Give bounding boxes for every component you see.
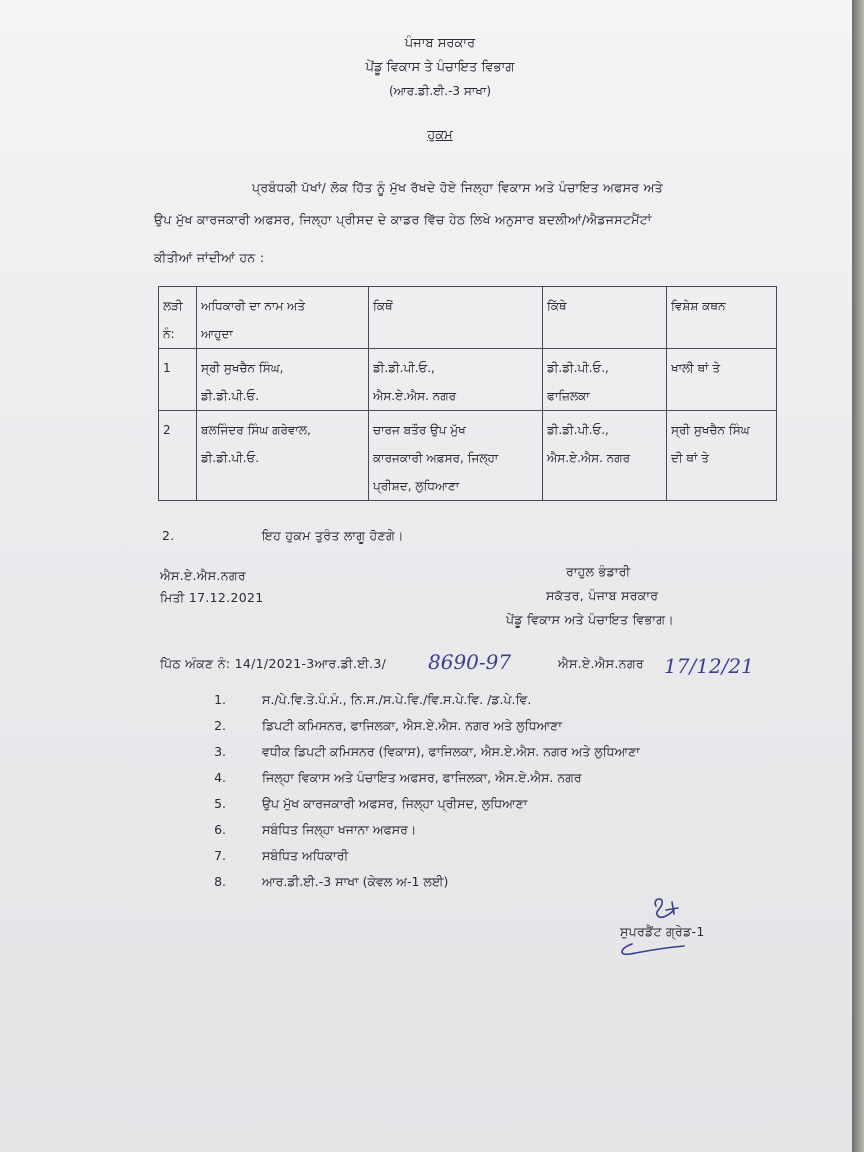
list-item: ਸ./ਪੇ.ਵਿ.ਤੇ.ਪੰ.ਮੰ., ਨਿ.ਸ./ਸ.ਪੇ.ਵਿ./ਵਿ.ਸ.ਪੇ.ਵਿ. /ਡ.ਪੇ.ਵਿ. [262,692,532,707]
list-item: ਆਰ.ਡੀ.ਈ.-3 ਸਾਖਾ (ਕੇਵਲ ਅ-1 ਲਈ) [262,874,449,889]
para-2-number: 2. [162,528,175,543]
list-item-number: 5. [214,796,226,811]
intro-line-3: ਕੀਤੀਆਂ ਜਾਂਦੀਆਂ ਹਨ : [154,250,265,265]
list-item: ਸਬੰਧਿਤ ਅਧਿਕਾਰੀ [262,848,349,863]
list-item-number: 6. [214,822,226,837]
list-item-number: 3. [214,744,226,759]
list-item-number: 2. [214,718,226,733]
row-officer: ਬਲਜਿੰਦਰ ਸਿੰਘ ਗਰੇਵਾਲ, ਡੀ.ਡੀ.ਪੀ.ਓ. [197,411,369,501]
endorsement-place: ਐਸ.ਏ.ਐਸ.ਨਗਰ [558,656,644,671]
handwritten-endorsement-range: 8690-97 [428,650,512,674]
header-remarks: ਵਿਸ਼ੇਸ਼ ਕਥਨ [667,287,777,349]
row-serial: 1 [159,349,197,411]
list-item: ਸਬੰਧਿਤ ਜਿਲ੍ਹਾ ਖਜਾਨਾ ਅਫਸਰ। [262,822,417,837]
table-row [159,349,777,411]
signatory-department: ਪੇਂਡੂ ਵਿਕਾਸ ਅਤੇ ਪੰਚਾਇਤ ਵਿਭਾਗ। [506,612,674,627]
row-from: ਚਾਰਜ ਬਤੌਰ ਉਪ ਮੁੱਖ ਕਾਰਜਕਾਰੀ ਅਫ਼ਸਰ, ਜਿਲ੍ਹਾ ਪ੍ਰੀਸ਼ਦ, ਲੁਧਿਆਣਾ [369,411,543,501]
issue-date: ਮਿਤੀ 17.12.2021 [160,590,264,605]
row-officer: ਸ੍ਰੀ ਸੁਖਚੈਨ ਸਿੰਘ, ਡੀ.ਡੀ.ਪੀ.ਓ. [197,349,369,411]
transfer-table [158,286,777,501]
department-name: ਪੇਂਡੂ ਵਿਕਾਸ ਤੇ ਪੰਚਾਇਤ ਵਿਭਾਗ [365,60,515,75]
list-item-number: 4. [214,770,226,785]
list-item-number: 7. [214,848,226,863]
signatory-name: ਰਾਹੁਲ ਭੰਡਾਰੀ [566,564,631,579]
handwritten-endorsement-date: 17/12/21 [664,654,754,678]
para-2-text: ਇਹ ਹੁਕਮ ਤੁਰੰਤ ਲਾਗੂ ਹੋਣਗੇ। [262,528,404,543]
endorsement-number: ਪਿੱਠ ਅੰਕਣ ਨੰ: 14/1/2021-3ਆਰ.ਡੀ.ਈ.3/ [160,656,387,671]
govt-name: ਪੰਜਾਬ ਸਰਕਾਰ [404,36,476,51]
row-to: ਡੀ.ਡੀ.ਪੀ.ਓ., ਫਾਜ਼ਿਲਕਾ [543,349,667,411]
superintendent-title: ਸੁਪਰਡੈਂਟ ਗ੍ਰੇਡ-1 [620,924,705,939]
row-to: ਡੀ.ਡੀ.ਪੀ.ਓ., ਐਸ.ਏ.ਐਸ. ਨਗਰ [543,411,667,501]
list-item-number: 8. [214,874,226,889]
header-officer: ਅਧਿਕਾਰੀ ਦਾ ਨਾਮ ਅਤੇ ਆਹੁਦਾ [197,287,369,349]
list-item-number: 1. [214,692,226,707]
page-edge-shadow [852,0,864,1152]
list-item: ਉਪ ਮੁੱਖ ਕਾਰਜਕਾਰੀ ਅਫਸਰ, ਜਿਲ੍ਹਾ ਪ੍ਰੀਸਦ, ਲੁਧਿਆਣਾ [262,796,528,811]
intro-line-2: ਉਪ ਮੁੱਖ ਕਾਰਜਕਾਰੀ ਅਫਸਰ, ਜਿਲ੍ਹਾ ਪ੍ਰੀਸਦ ਦੇ ਕਾਡਰ ਵਿੱਚ ਹੇਠ ਲਿਖੇ ਅਨੁਸਾਰ ਬਦਲੀਆਂ/ਐਡਜਸਟਮੈਂਟਾਂ [154,212,652,227]
row-from: ਡੀ.ਡੀ.ਪੀ.ਓ., ਐਸ.ਏ.ਐਸ. ਨਗਰ [369,349,543,411]
order-title: ਹੁਕਮ [427,128,453,143]
header-serial: ਲੜੀ ਨੰ: [159,287,197,349]
list-item: ਜਿਲ੍ਹਾ ਵਿਕਾਸ ਅਤੇ ਪੰਚਾਇਤ ਅਫਸਰ, ਫਾਜਿਲਕਾ, ਐਸ.ਏ.ਐਸ. ਨਗਰ [262,770,582,785]
issue-place: ਐਸ.ਏ.ਐਸ.ਨਗਰ [160,568,246,583]
list-item: ਡਿਪਟੀ ਕਮਿਸਨਰ, ਫਾਜਿਲਕਾ, ਐਸ.ਏ.ਐਸ. ਨਗਰ ਅਤੇ ਲੁਧਿਆਣਾ [262,718,562,733]
branch-name: (ਆਰ.ਡੀ.ਈ.-3 ਸਾਖਾ) [388,84,492,98]
row-remarks: ਸ੍ਰੀ ਸੁਖਚੈਨ ਸਿੰਘ ਦੀ ਥਾਂ ਤੇ [667,411,777,501]
row-serial: 2 [159,411,197,501]
header-to: ਕਿੱਥੇ [543,287,667,349]
intro-line-1: ਪ੍ਰਬੰਧਕੀ ਪੱਖਾਂ/ ਲੋਕ ਹਿੱਤ ਨੂੰ ਮੁੱਖ ਰੱਖਦੇ ਹੋਏ ਜਿਲ੍ਹਾ ਵਿਕਾਸ ਅਤੇ ਪੰਚਾਇਤ ਅਫਸਰ ਅਤੇ [252,180,663,195]
list-item: ਵਧੀਕ ਡਿਪਟੀ ਕਮਿਸਨਰ (ਵਿਕਾਸ), ਫਾਜਿਲਕਾ, ਐਸ.ਏ.ਐਸ. ਨਗਰ ਅਤੇ ਲੁਧਿਆਣਾ [262,744,640,759]
table-header-row [159,287,777,349]
header-from: ਕਿਥੋਂ [369,287,543,349]
row-remarks: ਖਾਲੀ ਥਾਂ ਤੇ [667,349,777,411]
signatory-designation: ਸਕੱਤਰ, ਪੰਜਾਬ ਸਰਕਾਰ [546,588,659,603]
table-row [159,411,777,501]
